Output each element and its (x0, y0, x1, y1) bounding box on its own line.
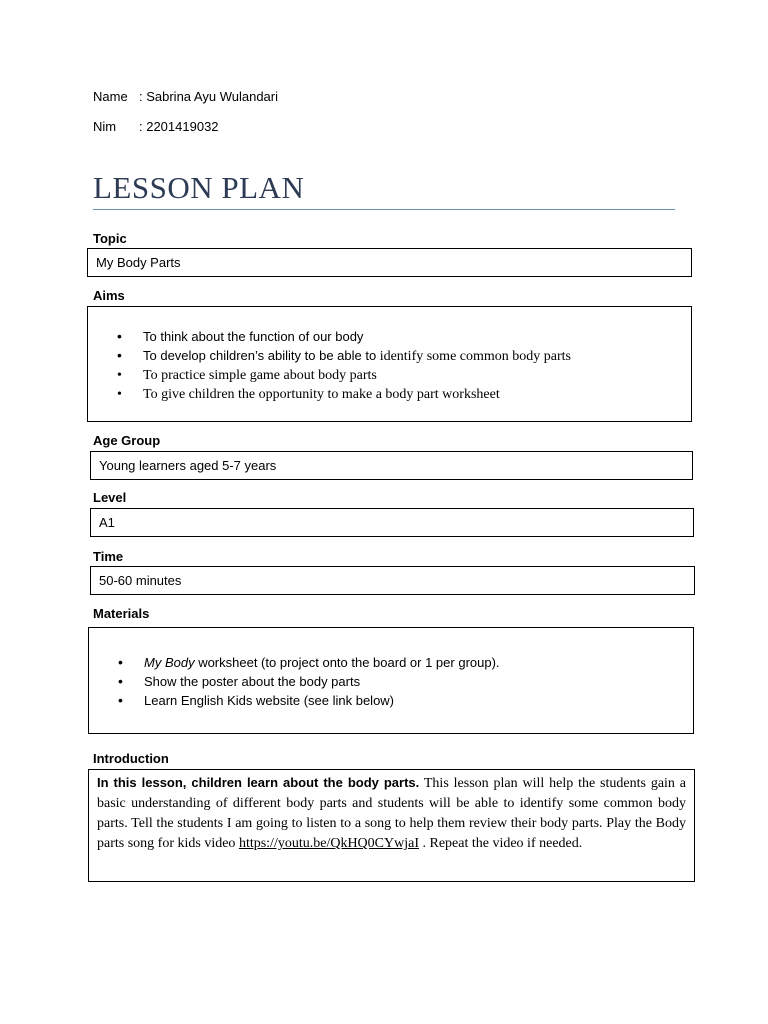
topic-value: My Body Parts (96, 255, 181, 270)
time-label: Time (93, 549, 124, 564)
nim-label: Nim (93, 119, 117, 134)
introduction-tail: . Repeat the video if needed. (418, 836, 583, 851)
materials-item: • Learn English Kids website (see link below) (89, 691, 693, 710)
aims-list (88, 327, 691, 404)
materials-list (89, 653, 693, 710)
introduction-lead: In this lesson, children learn about the body parts. (97, 775, 420, 790)
materials-item: • Show the poster about the body parts (89, 672, 693, 691)
student-nim (93, 119, 219, 134)
name-value: : Sabrina Ayu Wulandari (139, 89, 278, 104)
topic-box (87, 248, 692, 277)
materials-box (88, 627, 694, 734)
time-box (90, 566, 695, 595)
aims-item: • To think about the function of our body (88, 327, 691, 346)
introduction-body: This lesson plan will help the students gain a basic understanding of different body parts and students will be able to identify some common body parts. Tell the students I am going to listen to a song to help them review their body parts. Play the Body parts song for kids video (97, 776, 686, 851)
aims-box (87, 306, 692, 422)
title-divider (93, 209, 675, 210)
introduction-label: Introduction (93, 751, 169, 766)
level-box (90, 508, 694, 537)
level-label: Level (93, 490, 127, 505)
aims-item: • To give children the opportunity to make a body part worksheet (88, 385, 691, 404)
age-group-label: Age Group (93, 433, 161, 448)
materials-item: • My Body worksheet (to project onto the board or 1 per group). (89, 653, 693, 672)
name-label: Name (93, 89, 128, 104)
nim-value: : 2201419032 (139, 119, 219, 134)
level-value: A1 (99, 515, 115, 530)
aims-item: • To practice simple game about body parts (88, 366, 691, 385)
materials-label: Materials (93, 606, 150, 621)
age-group-value: Young learners aged 5-7 years (99, 458, 277, 473)
time-value: 50-60 minutes (99, 573, 182, 588)
page-title: LESSON PLAN (93, 170, 305, 205)
aims-label: Aims (93, 288, 125, 303)
video-link[interactable]: https://youtu.be/QkHQ0CYwjaI (238, 836, 419, 851)
student-name (93, 89, 278, 104)
topic-label: Topic (93, 231, 127, 246)
age-group-box (90, 451, 693, 480)
introduction-box (88, 769, 695, 882)
aims-item: • To develop children’s ability to be able to identify some common body parts (88, 346, 691, 366)
